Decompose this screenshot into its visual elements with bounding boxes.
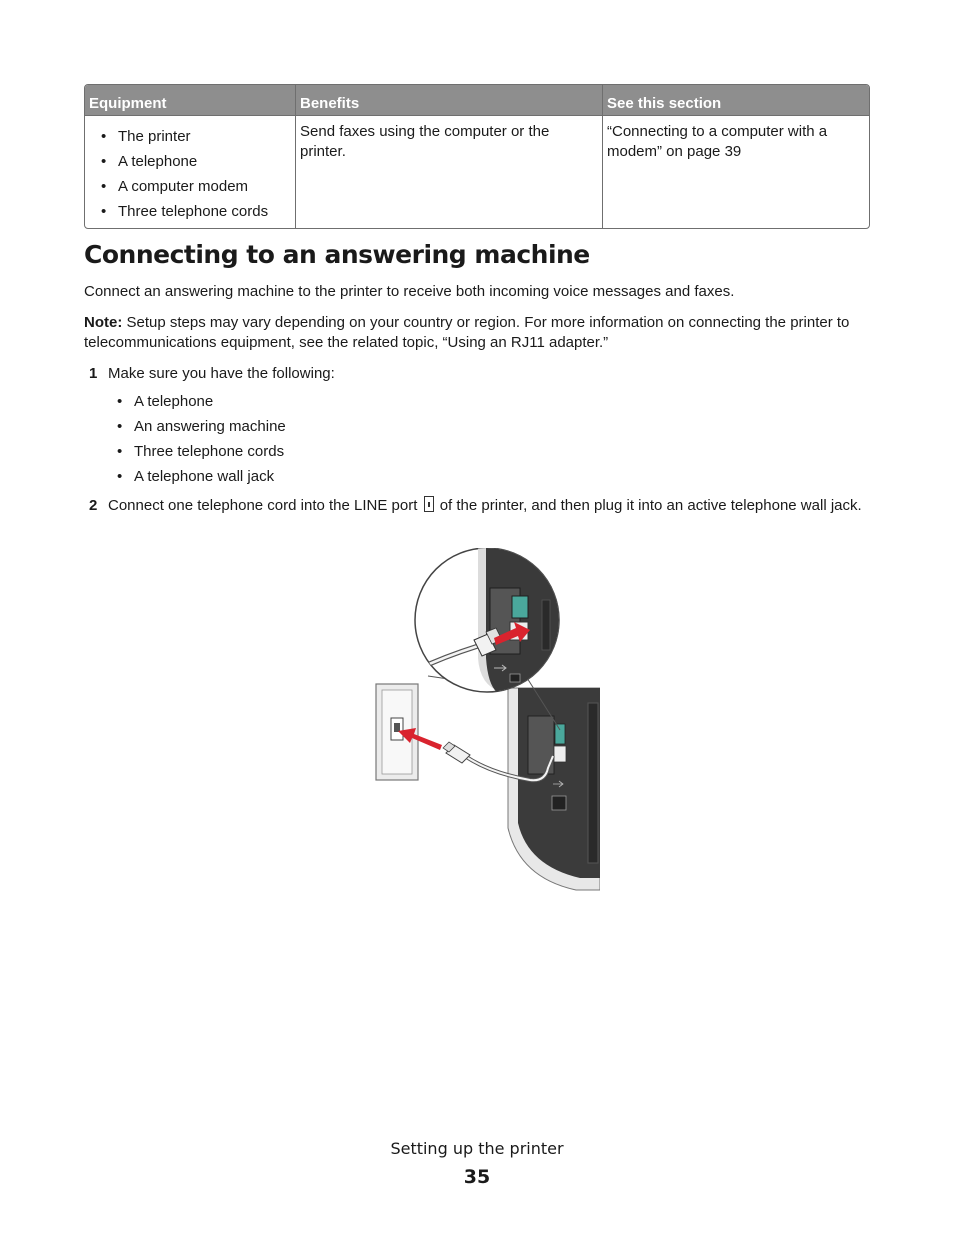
- step-text-before: Connect one telephone cord into the LINE port: [108, 497, 422, 514]
- see-section-cell[interactable]: “Connecting to a computer with a modem” on page 39: [607, 123, 828, 160]
- header-benefits: Benefits: [296, 85, 603, 116]
- note-text: Setup steps may vary depending on your country or region. For more information on connecting the printer to telecommunications equipment, see the related topic, “Using an RJ11 adapter.”: [84, 314, 850, 351]
- page-number: 35: [463, 1166, 491, 1188]
- note-paragraph: [84, 313, 874, 353]
- footer-chapter-title: Setting up the printer: [390, 1139, 564, 1158]
- list-item: • A telephone: [99, 149, 291, 174]
- list-item: • A computer modem: [99, 174, 291, 199]
- header-see-section: See this section: [603, 85, 869, 116]
- list-item: • Three telephone cords: [99, 199, 291, 224]
- note-label: Note:: [84, 314, 123, 331]
- table-header-row: [85, 85, 869, 116]
- line-port-icon: [424, 496, 434, 512]
- intro-paragraph: Connect an answering machine to the printer to receive both incoming voice messages and faxes.: [84, 283, 735, 300]
- header-equipment: Equipment: [85, 85, 296, 116]
- table-row: [85, 116, 869, 228]
- step-text: Make sure you have the following:: [108, 365, 335, 382]
- requirements-list: [116, 389, 286, 489]
- list-item: • An answering machine: [116, 414, 286, 439]
- benefits-cell: Send faxes using the computer or the printer.: [296, 116, 603, 228]
- step-number: 2: [89, 497, 98, 514]
- step-text-after: of the printer, and then plug it into an active telephone wall jack.: [435, 497, 862, 514]
- list-item: • Three telephone cords: [116, 439, 286, 464]
- section-title: Connecting to an answering machine: [84, 240, 590, 269]
- list-item: • A telephone wall jack: [116, 464, 286, 489]
- list-item: • A telephone: [116, 389, 286, 414]
- equipment-list: [89, 124, 291, 224]
- equipment-table: [84, 84, 870, 229]
- step-number: 1: [89, 365, 98, 382]
- step-text: [108, 496, 874, 516]
- equipment-cell: [85, 116, 296, 228]
- wall-jack-connection-illustration: [370, 548, 600, 893]
- list-item: • The printer: [99, 124, 291, 149]
